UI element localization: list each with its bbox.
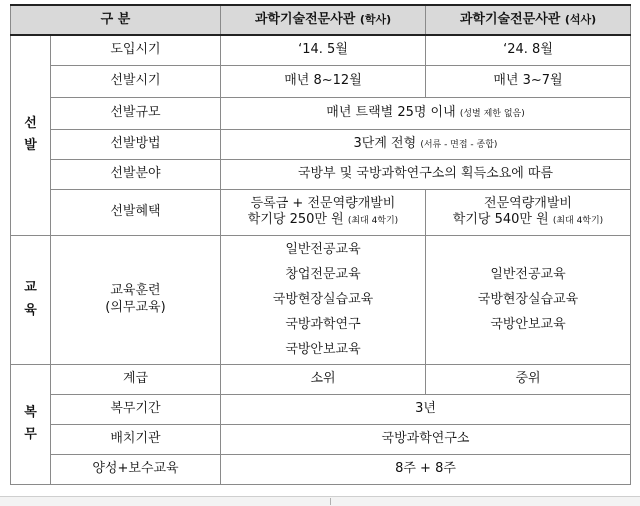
value-field: 국방부 및 국방과학연구소의 획득소요에 따름: [221, 159, 631, 189]
label-course: 양성+보수교육: [51, 454, 221, 484]
list-item: 국방현장실습교육: [477, 292, 579, 307]
value-scale: 매년 트랙별 25명 이내 (성별 제한 없음): [221, 97, 631, 129]
header-category: 구 분: [11, 5, 221, 35]
label-agency: 배치기관: [51, 424, 221, 454]
scrollbar-divider: [330, 498, 331, 505]
list-item: 국방과학연구: [285, 317, 361, 332]
list-item: 일반전공교육: [285, 242, 361, 257]
row-course: [11, 454, 631, 484]
value-method: 3단계 전형 (서류 - 면접 - 종합): [221, 129, 631, 159]
row-method: [11, 129, 631, 159]
master-intro: ‘24. 8월: [426, 35, 631, 65]
list-item: 국방안보교육: [285, 342, 361, 357]
bachelor-intro: ‘14. 5월: [221, 35, 426, 65]
label-rank: 계급: [51, 364, 221, 394]
bachelor-benefit: 등록금 + 전문역량개발비 학기당 250만 원 (최대 4학기): [221, 189, 426, 235]
row-field: [11, 159, 631, 189]
label-scale: 선발규모: [51, 97, 221, 129]
header-row: [11, 5, 631, 35]
label-benefit: 선발혜택: [51, 189, 221, 235]
master-benefit: 전문역량개발비 학기당 540만 원 (최대 4학기): [426, 189, 631, 235]
label-field: 선발분야: [51, 159, 221, 189]
row-rank: [11, 364, 631, 394]
label-intro: 도입시기: [51, 35, 221, 65]
master-rank: 중위: [426, 364, 631, 394]
label-training: 교육훈련 (의무교육): [51, 235, 221, 364]
row-intro: [11, 35, 631, 65]
group-selection: 선 발: [11, 35, 51, 235]
group-service: 복 무: [11, 364, 51, 484]
header-master: 과학기술전문사관 (석사): [426, 5, 631, 35]
bachelor-period: 매년 8~12월: [221, 65, 426, 97]
label-term: 복무기간: [51, 394, 221, 424]
list-item: 국방안보교육: [490, 317, 566, 332]
list-item: 일반전공교육: [490, 267, 566, 282]
label-method: 선발방법: [51, 129, 221, 159]
master-period: 매년 3~7월: [426, 65, 631, 97]
value-term: 3년: [221, 394, 631, 424]
group-education: 교 육: [11, 235, 51, 364]
row-scale: [11, 97, 631, 129]
row-term: [11, 394, 631, 424]
list-item: 창업전문교육: [285, 267, 361, 282]
row-agency: [11, 424, 631, 454]
value-course: 8주 + 8주: [221, 454, 631, 484]
bachelor-rank: 소위: [221, 364, 426, 394]
master-training: [426, 235, 631, 364]
comparison-table: [10, 4, 631, 485]
row-training: [11, 235, 631, 364]
list-item: 국방현장실습교육: [272, 292, 374, 307]
value-agency: 국방과학연구소: [221, 424, 631, 454]
bachelor-training: [221, 235, 426, 364]
row-benefit: [11, 189, 631, 235]
label-period: 선발시기: [51, 65, 221, 97]
header-bachelor: 과학기술전문사관 (학사): [221, 5, 426, 35]
row-period: [11, 65, 631, 97]
